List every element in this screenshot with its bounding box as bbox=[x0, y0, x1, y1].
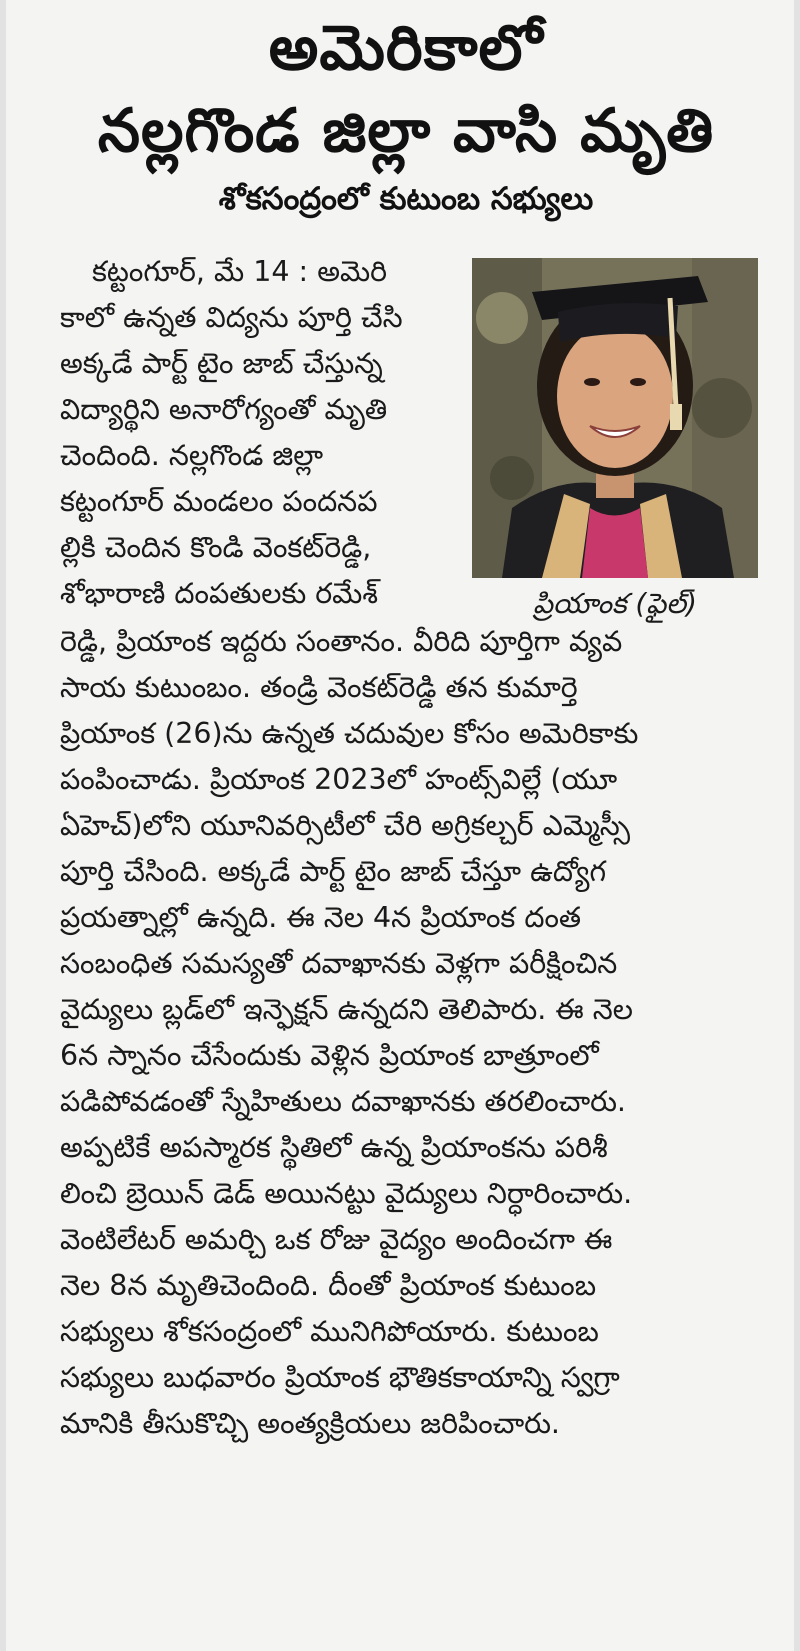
body-line: నెల 8న మృతిచెందింది. దీంతో ప్రియాంక కుటుంబ bbox=[60, 1269, 597, 1302]
body-line: విద్యార్థిని అనారోగ్యంతో మృతి bbox=[60, 393, 388, 426]
photo-caption: ప్రియాంక (ఫైల్) bbox=[533, 587, 697, 620]
body-line: కట్టంగూర్, మే 14 : అమెరి bbox=[92, 255, 388, 288]
headline-line-1: అమెరికాలో bbox=[268, 11, 544, 84]
body-line: వెంటిలేటర్ అమర్చి ఒక రోజు వైద్యం అందించగా ఈ bbox=[60, 1223, 613, 1256]
body-line: పంపించాడు. ప్రియాంక 2023లో హంట్స్‌విల్లే (యూ bbox=[60, 763, 618, 796]
portrait-illustration bbox=[472, 258, 758, 578]
body-line: కట్టంగూర్ మండలం పందనప bbox=[60, 485, 378, 518]
body-line: సాయ కుటుంబం. తండ్రి వెంకట్‌రెడ్డి తన కుమార్తె bbox=[60, 671, 578, 704]
body-line: వైద్యులు బ్లడ్‌లో ఇన్ఫెక్షన్ ఉన్నదని తెలిపారు. ఈ నెల bbox=[60, 993, 633, 1026]
body-line: సభ్యులు బుధవారం ప్రియాంక భౌతికకాయాన్ని స్వగ్రా bbox=[60, 1361, 620, 1394]
body-line: రెడ్డి, ప్రియాంక ఇద్దరు సంతానం. వీరిది పూర్తిగా వ్యవ bbox=[60, 625, 623, 658]
subheadline: శోకసంద్రంలో కుటుంబ సభ్యులు bbox=[218, 181, 594, 217]
body-line: అప్పటికే అపస్మారక స్థితిలో ఉన్న ప్రియాంకను పరిశీ bbox=[60, 1131, 608, 1164]
body-line: పడిపోవడంతో స్నేహితులు దవాఖానకు తరలించారు. bbox=[60, 1085, 626, 1118]
body-line: ప్రియాంక (26)ను ఉన్నత చదువుల కోసం అమెరికాకు bbox=[60, 717, 639, 750]
body-line: ప్రయత్నాల్లో ఉన్నది. ఈ నెల 4న ప్రియాంక దంత bbox=[60, 901, 582, 934]
headline-line-2: నల్లగొండ జిల్లా వాసి మృతి bbox=[97, 96, 715, 166]
body-line: ల్లికి చెందిన కొండి వెంకట్‌రెడ్డి, bbox=[60, 531, 372, 564]
body-line: పూర్తి చేసింది. అక్కడే పార్ట్ టైం జాబ్ చేస్తూ ఉద్యోగ bbox=[60, 855, 607, 888]
body-line: శోభారాణి దంపతులకు రమేశ్ bbox=[60, 577, 378, 610]
body-line: లించి బ్రెయిన్ డెడ్ అయినట్టు వైద్యులు నిర్ధారించారు. bbox=[60, 1177, 633, 1210]
body-line: కాలో ఉన్నత విద్యను పూర్తి చేసి bbox=[60, 301, 403, 334]
body-line: 6న స్నానం చేసేందుకు వెళ్లిన ప్రియాంక బాత్రూంలో bbox=[60, 1039, 599, 1072]
body-line: ఏహెచ్)లోని యూనివర్సిటీలో చేరి అగ్రికల్చర్ ఎమ్మెస్సీ bbox=[60, 809, 631, 842]
body-line: అక్కడే పార్ట్ టైం జాబ్ చేస్తున్న bbox=[60, 347, 383, 380]
body-line: సంబంధిత సమస్యతో దవాఖానకు వెళ్లగా పరీక్షించిన bbox=[60, 947, 618, 980]
body-line: సభ్యులు శోకసంద్రంలో మునిగిపోయారు. కుటుంబ bbox=[60, 1315, 599, 1348]
body-line: చెందింది. నల్లగొండ జిల్లా bbox=[60, 439, 324, 472]
body-line: మానికి తీసుకొచ్చి అంత్యక్రియలు జరిపించారు. bbox=[60, 1407, 560, 1440]
portrait-photo bbox=[472, 258, 758, 578]
